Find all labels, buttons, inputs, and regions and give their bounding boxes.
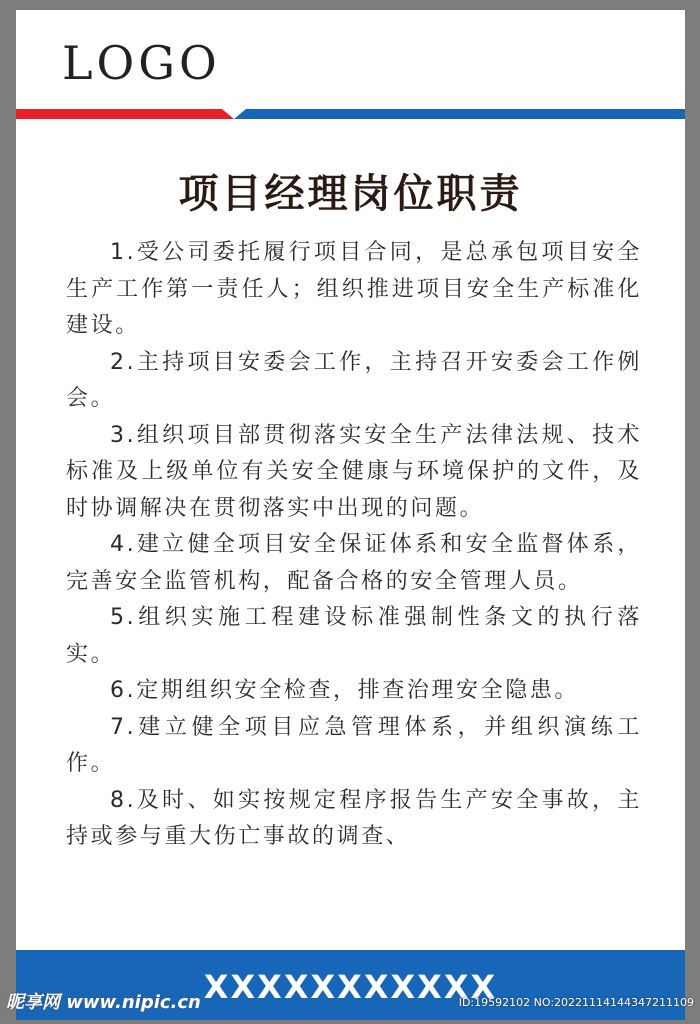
duty-item-5: 5.组织实施工程建设标准强制性条文的执行落实。 (66, 605, 642, 667)
duty-item-3: 3.组织项目部贯彻落实安全生产法律法规、技术标准及上级单位有关安全健康与环境保护的文件，及时协调解决在贯彻落实中出现的问题。 (66, 422, 642, 521)
duty-item-7: 7.建立健全项目应急管理体系，并组织演练工作。 (66, 714, 642, 776)
page-title: 项目经理岗位职责 (178, 171, 523, 217)
duty-item-2: 2.主持项目安委会工作，主持召开安委会工作例会。 (66, 349, 642, 411)
footer-text: XXXXXXXXXXX (203, 968, 498, 1006)
watermark-site: 昵享网 www.nipic.cn (6, 992, 201, 1013)
red-stripe (16, 109, 234, 119)
duty-item-8: 8.及时、如实按规定程序报告生产安全事故，主持或参与重大伤亡事故的调查、 (66, 787, 642, 849)
watermark-id: ID:19592102 NO:20221114144347211109 (458, 996, 694, 1009)
duty-item-1: 1.受公司委托履行项目合同，是总承包项目安全生产工作第一责任人；组织推进项目安全生产标准化建设。 (66, 240, 642, 338)
duties-list (66, 235, 642, 856)
stripe-notch (222, 109, 246, 119)
duty-item-6: 6.定期组织安全检查，排查治理安全隐患。 (110, 678, 579, 703)
blue-stripe (234, 109, 685, 119)
duty-item-4: 4.建立健全项目安全保证体系和安全监督体系，完善安全监管机构，配备合格的安全管理人员。 (66, 532, 642, 594)
signboard (16, 10, 685, 1020)
logo-text: LOGO (62, 36, 221, 90)
